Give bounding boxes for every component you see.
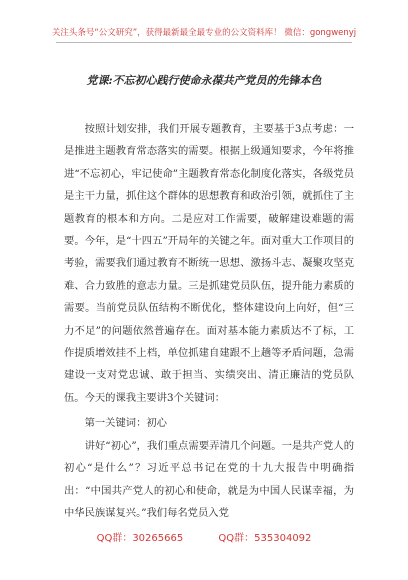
paragraph-intro: 按照计划安排，我们开展专题教育，主要基于3点考虑：一是推进主题教育常态落实的需要。根据上级通知要求，今年将推进“不忘初心，牢记使命”主题教育常态化制度化落实，各级党员是主干力量，抓住这个群体的思想教育和政治引领，就抓住了主题教育的根本和方向。二是应对工作需要，破解建设难题的需要。今年，是“十四五”开局年的关键之年。面对重大工作项目的考验，需要我们通过教育不断统一思想、激扬斗志、凝聚攻坚克难、合力致胜的意志力量。三是抓建党员队伍，提升能力素质的需要。当前党员队伍结构不断优化，整体建设向上向好，但“三力不足”的问题依然普遍存在。面对基本能力素质达不了标，工作提质增效挂不上档，单位抓建自建跟不上趟等矛盾问题，急需建设一支对党忠诚、敢于担当、实绩突出、清正廉洁的党员队伍。今天的课我主要讲3个关键词：: [64, 123, 354, 404]
footer: [0, 529, 408, 544]
footer-qq-group-1: QQ群：30265665: [96, 533, 184, 544]
paragraph-initial-heart: 讲好“初心”，我们重点需要弄清几个问题。一是共产党人的初心“是什么”？习近平总书记在党的十九大报告中明确指出：“中国共产党人的初心和使命，就是为中国人民谋幸福，为中华民族谋复兴。”我们每名党员入党: [64, 439, 354, 519]
document-title: 党课:不忘初心践行使命永葆共产党员的先锋本色: [86, 74, 322, 87]
header-banner: 关注头条号“公文研究”，获得最新最全最专业的公文资料库！ 微信：gongwenyj: [51, 28, 357, 38]
header-divider: [56, 42, 352, 43]
footer-qq-group-2: QQ群：535304092: [218, 533, 312, 544]
paragraph-keyword-heading: 第一关键词：初心: [84, 417, 167, 430]
document-body: [64, 118, 354, 524]
